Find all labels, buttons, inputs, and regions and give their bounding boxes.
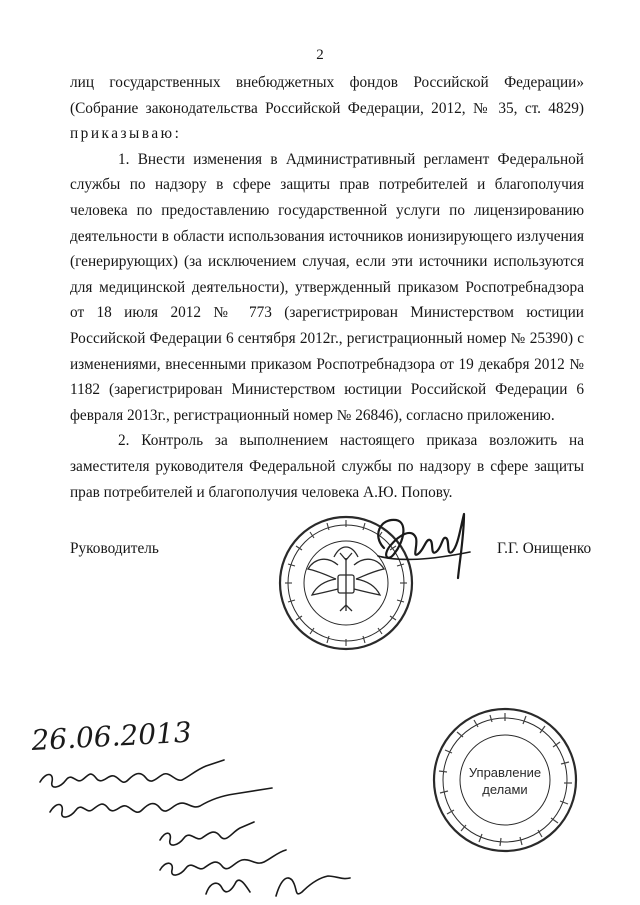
department-seal-icon — [430, 705, 580, 855]
intro-paragraph — [70, 70, 584, 147]
handwritten-note — [10, 700, 370, 900]
signatory-name: Г.Г. Онищенко — [497, 540, 592, 557]
order-word: приказываю: — [70, 125, 182, 143]
signature-icon — [360, 496, 480, 586]
document-body — [70, 70, 584, 505]
paragraph-1: 1. Внести изменения в Административный регламент Федеральной службы по надзору в сфере защиты прав потребителей и благополучия человека по предоставлению государственной услуги по лицензированию деятельности в области использования источников ионизирующего излучения (генерирующих) (за исключением случая, если эти источники используются для медицинской деятельности), утвержденный приказом Роспотребнадзора от 18 июля 2012 № 773 (зарегистрирован Министерством юстиции Российской Федерации 6 сентября 2012г., регистрационный номер № 25390) с изменениями, внесенными приказом Роспотребнадзора от 19 декабря 2012 № 1182 (зарегистрирован Министерством юстиции Российской Федерации 6 февраля 2013г., регистрационный номер № 26846), согласно приложению. — [70, 150, 584, 424]
page-number: 2 — [316, 47, 324, 63]
department-seal-line1: Управление — [468, 765, 542, 780]
handwritten-date: 26.06.2013 — [30, 715, 193, 757]
department-seal-line2: делами — [482, 782, 528, 797]
intro-text: лиц государственных внебюджетных фондов Российской Федерации» (Собрание законодательства Российской Федерации, 2012, № 35, ст. 4829) — [70, 74, 584, 117]
signatory-title: Руководитель — [70, 540, 159, 557]
paragraph-2: 2. Контроль за выполнением настоящего приказа возложить на заместителя руководителя Федеральной службы по надзору в сфере защиты прав потребителей и благополучия человека А.Ю. Попову. — [70, 432, 584, 501]
